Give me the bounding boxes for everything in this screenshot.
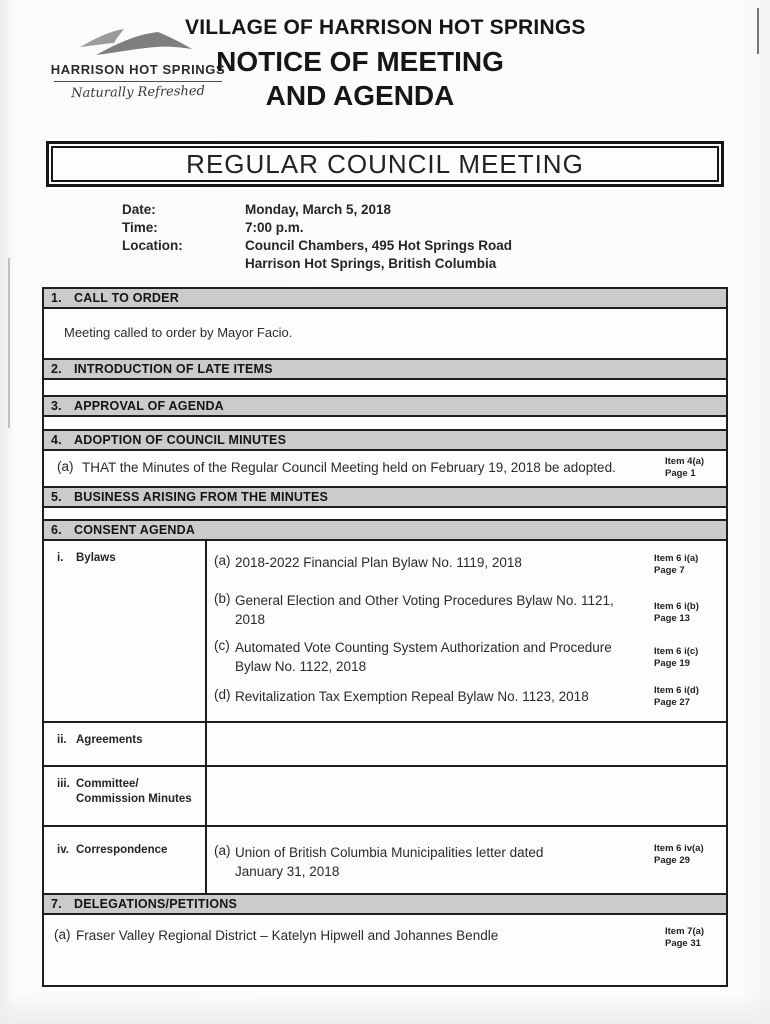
meeting-date-row — [122, 201, 512, 219]
section-3-title: APPROVAL OF AGENDA — [74, 399, 224, 413]
reference-page: Page 31 — [665, 937, 701, 949]
agenda-item — [44, 451, 726, 477]
items-cell — [207, 723, 726, 765]
category-name: Bylaws — [76, 552, 116, 564]
section-5-number: 5. — [51, 490, 62, 504]
section-1-number: 1. — [51, 291, 62, 305]
item-reference — [654, 685, 718, 708]
section-6-header — [42, 519, 728, 541]
mountains-icon — [74, 24, 202, 60]
item-reference — [654, 646, 718, 669]
section-3-number: 3. — [51, 399, 62, 413]
reference-item: Item 6 i(a) — [654, 553, 699, 564]
reference-page: Page 7 — [654, 564, 685, 576]
agenda-item — [214, 553, 522, 572]
reference-item: Item 6 i(c) — [654, 646, 699, 657]
location-label: Location: — [122, 238, 183, 253]
scan-edge-shade — [0, 994, 770, 1024]
meeting-time-row — [122, 219, 512, 237]
section-1-header — [42, 287, 728, 309]
item-reference — [654, 843, 718, 866]
category-roman: ii. — [57, 734, 67, 746]
section-2-number: 2. — [51, 362, 62, 376]
item-text: Fraser Valley Regional District – Katelyn Hipwell and Johannes Bendle — [76, 928, 499, 943]
item-text: 2018-2022 Financial Plan Bylaw No. 1119, 2018 — [235, 555, 522, 570]
item-text: General Election and Other Voting Procedures Bylaw No. 1121, 2018 — [235, 593, 614, 627]
item-label: (a) — [57, 459, 74, 474]
section-5-title: BUSINESS ARISING FROM THE MINUTES — [74, 490, 329, 504]
reference-item: Item 6 iv(a) — [654, 843, 704, 854]
date-label: Date: — [122, 202, 156, 217]
agenda-table — [42, 287, 728, 987]
scan-artifact-line — [8, 258, 10, 428]
category-roman: i. — [57, 552, 64, 564]
logo-name: HARRISON HOT SPRINGS — [50, 62, 226, 77]
section-4-body — [42, 451, 728, 486]
reference-item: Item 7(a) — [665, 926, 705, 937]
section-1-title: CALL TO ORDER — [74, 291, 179, 305]
scan-artifact-line — [757, 8, 759, 54]
section-4-number: 4. — [51, 433, 62, 447]
title-line-2: NOTICE OF MEETING — [216, 46, 504, 77]
call-to-order-text: Meeting called to order by Mayor Facio. — [64, 325, 293, 340]
meeting-type-banner — [46, 141, 724, 187]
category-cell — [44, 767, 207, 825]
item-label: (a) — [54, 927, 71, 942]
section-1-body — [42, 309, 728, 358]
category-cell — [44, 541, 207, 721]
reference-item: Item 6 i(b) — [654, 601, 699, 612]
reference-item: Item 4(a) — [665, 456, 705, 467]
section-7-header — [42, 893, 728, 915]
section-7-number: 7. — [51, 897, 62, 911]
section-5-header — [42, 486, 728, 508]
section-4-header — [42, 429, 728, 451]
location-line-1: Council Chambers, 495 Hot Springs Road — [245, 238, 513, 253]
title-line-1: VILLAGE OF HARRISON HOT SPRINGS — [185, 16, 586, 39]
item-text: Union of British Columbia Municipalities letter dated January 31, 2018 — [235, 845, 544, 879]
reference-page: Page 1 — [665, 467, 696, 479]
reference-page: Page 27 — [654, 696, 690, 708]
section-4-title: ADOPTION OF COUNCIL MINUTES — [74, 433, 287, 447]
reference-page: Page 29 — [654, 854, 690, 866]
item-label: (b) — [214, 591, 231, 606]
category-roman: iv. — [57, 844, 69, 856]
agenda-item — [214, 638, 625, 676]
item-label: (a) — [214, 553, 231, 568]
consent-row-committee-minutes — [44, 767, 726, 827]
section-2-body — [42, 380, 728, 395]
category-cell — [44, 723, 207, 765]
section-2-header — [42, 358, 728, 380]
consent-row-agreements — [44, 723, 726, 767]
item-reference — [654, 601, 718, 624]
consent-agenda-table — [42, 541, 728, 893]
reference-item: Item 6 i(d) — [654, 685, 699, 696]
category-name: Correspondence — [76, 844, 168, 856]
location-line-2: Harrison Hot Springs, British Columbia — [245, 256, 497, 271]
item-label: (c) — [214, 638, 230, 653]
item-label: (a) — [214, 843, 231, 858]
items-cell — [207, 827, 726, 893]
title-line-3: AND AGENDA — [265, 80, 455, 111]
section-7-title: DELEGATIONS/PETITIONS — [74, 897, 238, 911]
section-3-body — [42, 417, 728, 429]
item-text: THAT the Minutes of the Regular Council Meeting held on February 19, 2018 be adopted. — [82, 460, 616, 475]
agenda-item — [214, 687, 589, 706]
time-label: Time: — [122, 220, 158, 235]
section-6-number: 6. — [51, 523, 62, 537]
section-3-header — [42, 395, 728, 417]
time-value: 7:00 p.m. — [245, 220, 304, 235]
agenda-item — [44, 915, 726, 945]
reference-page: Page 13 — [654, 612, 690, 624]
item-text: Revitalization Tax Exemption Repeal Bylaw No. 1123, 2018 — [235, 689, 589, 704]
item-text: Automated Vote Counting System Authorization and Procedure Bylaw No. 1122, 2018 — [235, 640, 612, 674]
agenda-item — [214, 591, 625, 629]
meeting-location-row — [122, 237, 512, 273]
item-reference — [654, 553, 718, 576]
category-roman: iii. — [57, 778, 70, 790]
item-reference — [665, 926, 729, 949]
category-name: Agreements — [76, 734, 143, 746]
consent-row-bylaws — [44, 541, 726, 723]
document-title — [185, 16, 586, 112]
meeting-type-title: REGULAR COUNCIL MEETING — [51, 146, 719, 182]
section-6-title: CONSENT AGENDA — [74, 523, 196, 537]
section-7-body — [42, 915, 728, 987]
category-cell — [44, 827, 207, 893]
item-reference — [665, 456, 729, 479]
category-name: Committee/ Commission Minutes — [76, 778, 192, 805]
agenda-item — [214, 843, 586, 881]
reference-page: Page 19 — [654, 657, 690, 669]
date-value: Monday, March 5, 2018 — [245, 202, 392, 217]
items-cell — [207, 541, 726, 721]
logo-tagline: Naturally Refreshed — [71, 83, 205, 102]
items-cell — [207, 767, 726, 825]
item-label: (d) — [214, 687, 231, 702]
meeting-info — [122, 201, 512, 273]
section-2-title: INTRODUCTION OF LATE ITEMS — [74, 362, 273, 376]
section-5-body — [42, 508, 728, 519]
consent-row-correspondence — [44, 827, 726, 893]
